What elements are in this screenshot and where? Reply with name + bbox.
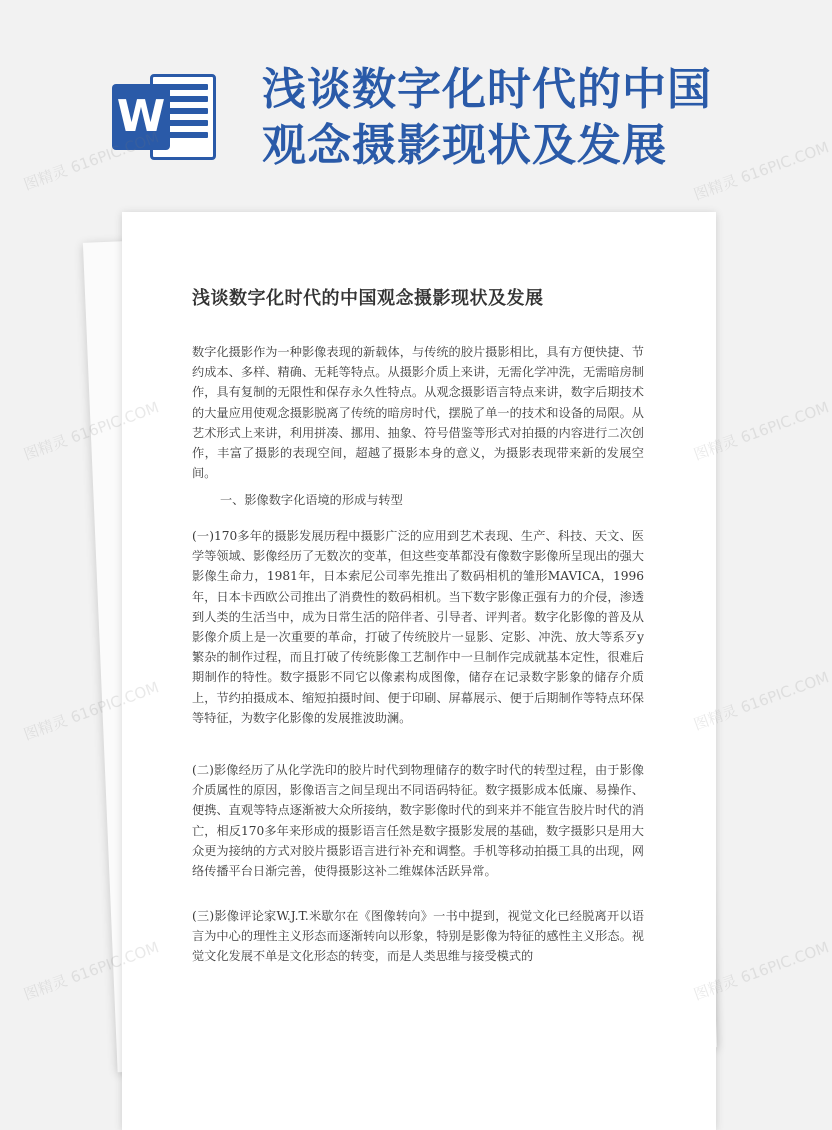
document-page [122,212,716,1130]
paragraph-2: (二)影像经历了从化学洗印的胶片时代到物理储存的数字时代的转型过程，由于影像介质属性的原因，影像语言之间呈现出不同语码特征。数字摄影成本低廉、易操作、便携、直观等特点逐渐被大众所接纳，数字影像时代的到来并不能宣告胶片时代的消亡，相反170多年来形成的摄影语言任然是数字摄影发展的基础，数字摄影只是用大众更为接纳的方式对胶片摄影语言进行补充和调整。手机等移动拍摄工具的出现，网络传播平台日渐完善，使得摄影这补二维媒体活跃异常。 [192,763,644,879]
watermark: 图精灵 616PIC.COM [21,128,162,194]
intro-paragraph: 数字化摄影作为一种影像表现的新载体，与传统的胶片摄影相比，具有方便快捷、节约成本、多样、精确、无耗等特点。从摄影介质上来讲，无需化学冲洗，无需暗房制作，具有复制的无限性和保存永久性特点。从观念摄影语言特点来讲，数字后期技术的大量应用使观念摄影脱离了传统的暗房时代，摆脱了单一的技术和设备的局限。从艺术形式上来讲，利用拼凑、挪用、抽象、符号借鉴等形式对拍摄的内容进行二次创作，丰富了摄影的表现空间，超越了摄影本身的意义，为摄影表现带来新的发展空间。 [192,345,644,481]
watermark: 图精灵 616PIC.COM [691,398,832,464]
banner-title-line2: 观念摄影现状及发展 [262,120,667,171]
watermark: 图精灵 616PIC.COM [21,678,162,744]
word-document-icon [112,74,216,160]
banner-title [262,62,762,174]
watermark: 图精灵 616PIC.COM [691,668,832,734]
watermark: 图精灵 616PIC.COM [691,938,832,1004]
paragraph-1: (一)170多年的摄影发展历程中摄影广泛的应用到艺术表现、生产、科技、天文、医学等领域、影像经历了无数次的变革，但这些变革都没有像数字影像所呈现出的强大影像生命力，1981年，日本索尼公司率先推出了数码相机的雏形MAVICA，1996年，日本卡西欧公司推出了消费性的数码相机。当下数字影像正强有力的介侵，渗透到人类的生活当中，成为日常生活的陪伴者、引导者、评判者。数字化影像的普及从影像介质上是一次重要的革命，打破了传统胶片一显影、定影、冲洗、放大等系歹y繁杂的制作过程，而且打破了传统影像工艺制作中一旦制作完成就基本定性，很难后期制作的特性。数字摄影不同它以像素构成图像，储存在记录数字影象的储存介质上，节约拍摄成本、缩短拍摄时间、便于印刷、屏幕展示、便于后期制作等特点环保等特征，为数字化影像的发展推波助澜。 [192,529,644,725]
paragraph-3: (三)影像评论家W.J.T.米歇尔在《图像转向》一书中提到，视觉文化已经脱离开以语言为中心的理性主义形态而逐渐转向以形象，特别是影像为特征的感性主义形态。视觉文化发展不单是文化形态的转变，而是人类思维与接受模式的 [192,909,644,964]
banner [0,0,800,200]
banner-title-line1: 浅谈数字化时代的中国 [262,64,712,115]
watermark: 图精灵 616PIC.COM [691,138,832,204]
word-icon-badge: W [112,84,170,150]
document-title: 浅谈数字化时代的中国观念摄影现状及发展 [192,288,544,309]
watermark: 图精灵 616PIC.COM [21,938,162,1004]
watermark: 图精灵 [21,431,70,464]
section-heading: 一、影像数字化语境的形成与转型 [220,493,403,507]
